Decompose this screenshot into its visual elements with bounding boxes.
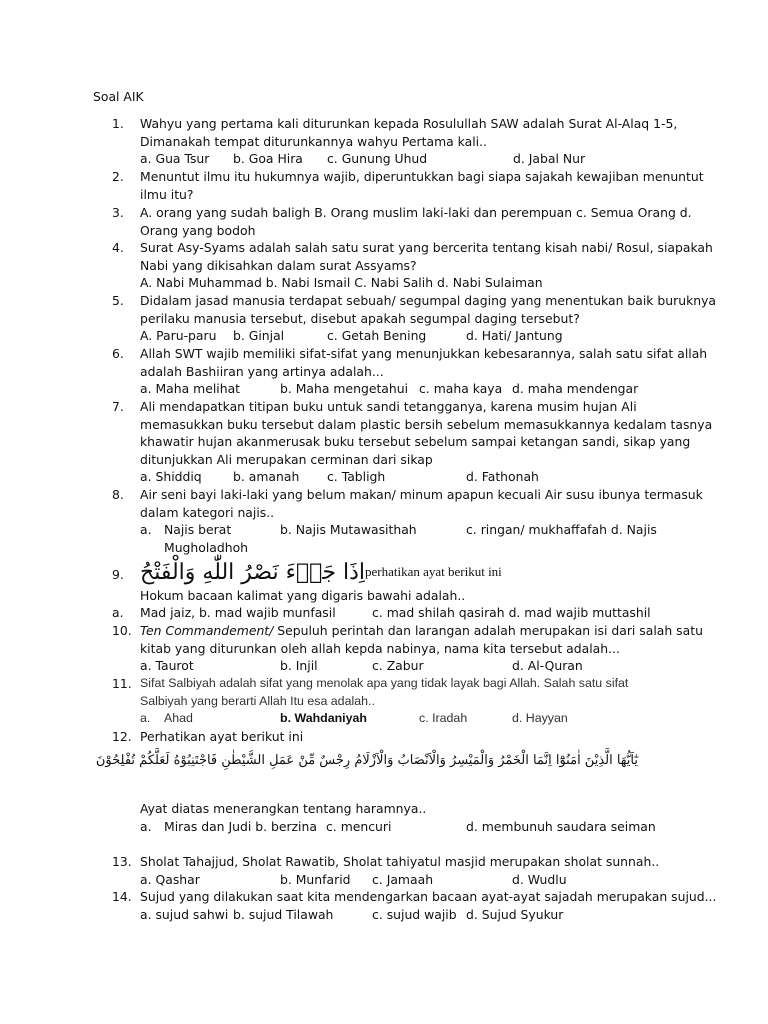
options-row <box>140 327 670 345</box>
option-d-continuation: Mugholadhoh <box>164 539 249 555</box>
option-a-marker: a. <box>140 711 151 726</box>
question-number: 7. <box>112 399 124 414</box>
option-b: b. Maha mengetahui <box>280 381 409 397</box>
option-c: c. mencuri <box>326 818 392 834</box>
question-text: Perhatikan ayat berikut ini <box>140 729 304 744</box>
option-a-marker: a. <box>140 818 152 834</box>
option-b: b. sujud Tilawah <box>233 906 334 922</box>
options-row <box>140 380 670 398</box>
option-a: a. Maha melihat <box>140 381 241 397</box>
option-c-d: c. ringan/ mukhaffafah d. Najis <box>466 522 657 538</box>
question-text: Ayat diatas menerangkan tentang haramnya.. <box>140 801 427 816</box>
question-number: 12. <box>112 729 132 744</box>
option-d: d. Wudlu <box>512 871 567 887</box>
option-c: c. Tabligh <box>327 469 386 485</box>
question-number: 6. <box>112 346 124 361</box>
question-number: 4. <box>112 240 124 255</box>
question-text: adalah Bashiiran yang artinya adalah... <box>140 363 384 379</box>
option-a-b: Miras dan Judi b. berzina <box>164 818 317 834</box>
options-row <box>140 150 670 168</box>
option-a-marker: a. <box>140 522 152 538</box>
option-d: d. membunuh saudara seiman <box>466 818 656 834</box>
option-marker: a. <box>112 605 124 620</box>
option-d: d. Jabal Nur <box>513 151 586 167</box>
option-c: c. Iradah <box>419 711 468 726</box>
question-text: Hokum bacaan kalimat yang digaris bawahi adalah.. <box>140 588 466 603</box>
options-row <box>140 604 670 622</box>
option-c-d: c. mad shilah qasirah d. mad wajib muttashil <box>372 605 651 620</box>
question-text: Air seni bayi laki-laki yang belum makan/ minum apapun kecuali Air susu ibunya termasuk <box>140 487 703 502</box>
options-row <box>140 521 670 539</box>
option-a: a. Qashar <box>140 871 200 887</box>
question-text: Salbiyah yang berarti Allah Itu esa adalah.. <box>140 693 375 708</box>
italic-term: Ten Commandement/ <box>140 623 274 638</box>
option-a: a. Taurot <box>140 658 194 674</box>
options-row <box>140 906 670 924</box>
option-c: c. Gunung Uhud <box>327 151 428 167</box>
question-number: 1. <box>112 116 124 131</box>
instruction-text: perhatikan ayat berikut ini <box>364 564 502 579</box>
option-b: b. Goa Hira <box>233 151 303 167</box>
option-b: b. Injil <box>280 658 318 674</box>
options-row <box>140 657 670 675</box>
options-row <box>140 871 670 889</box>
question-text: Surat Asy-Syams adalah salah satu surat yang bercerita tentang kisah nabi/ Rosul, siapakah <box>140 240 713 255</box>
option-c: c. Jamaah <box>372 871 434 887</box>
option-d: d. Fathonah <box>466 469 539 485</box>
options-row <box>140 468 670 486</box>
question-text: A. orang yang sudah baligh B. Orang muslim laki-laki dan perempuan c. Semua Orang d. <box>140 205 692 220</box>
option-b: b. Wahdaniyah <box>280 711 367 726</box>
option-a-b: Mad jaiz, b. mad wajib munfasil <box>140 605 336 620</box>
option-b: b. Munfarid <box>280 871 351 887</box>
option-d: d. Hayyan <box>512 711 568 726</box>
question-number: 10. <box>112 623 132 638</box>
options-row <box>140 818 670 836</box>
option-c: c. sujud wajib <box>372 906 457 922</box>
document-title: Soal AIK <box>93 89 144 104</box>
question-text: Ali mendapatkan titipan buku untuk sandi tetangganya, karena musim hujan Ali <box>140 399 637 414</box>
question-text: Menuntut ilmu itu hukumnya wajib, diperuntukkan bagi siapa sajakah kewajiban menuntut <box>140 169 704 184</box>
question-text: Didalam jasad manusia terdapat sebuah/ segumpal daging yang menentukan baik buruknya <box>140 293 717 308</box>
question-number: 9. <box>112 567 124 582</box>
question-text: Orang yang bodoh <box>140 222 256 238</box>
option-c: c. Zabur <box>372 658 424 674</box>
option-d: d. Hati/ Jantung <box>466 328 563 344</box>
question-text: Dimanakah tempat diturunkannya wahyu Pertama kali.. <box>140 133 487 149</box>
option-a: A. Paru-paru <box>140 328 217 344</box>
option-c: c. maha kaya <box>419 381 503 397</box>
arabic-verse: اِذَا جَاۤءَ نَصْرُ اللّٰهِ وَالْفَتْحُ <box>140 559 365 585</box>
question-text: Sujud yang dilakukan saat kita mendengarkan bacaan ayat-ayat sajadah merupakan sujud... <box>140 889 717 904</box>
question-number: 11. <box>112 676 132 691</box>
option-c: c. Getah Bening <box>327 328 427 344</box>
option-a: a. Shiddiq <box>140 469 202 485</box>
arabic-verse: يٰٓاَيُّهَا الَّذِيْنَ اٰمَنُوْٓا اِنَّمَا الْخَمْرُ وَالْمَيْسِرُ وَالْاَنْصَابُ وَالْاَزْلَامُ رِجْسٌ مِّنْ عَمَلِ الشَّيْطٰنِ فَاجْتَنِبُوْهُ لَعَلَّكُمْ تُفْلِحُوْنَ <box>95 753 638 768</box>
question-text: khawatir hujan akanmerusak buku tersebut sebelum sampai ketangan sandi, sikap yang <box>140 434 691 450</box>
question-text: Sepuluh perintah dan larangan adalah merupakan isi dari salah satu <box>273 623 703 638</box>
question-options: A. Nabi Muhammad b. Nabi Ismail C. Nabi Salih d. Nabi Sulaiman <box>140 275 543 291</box>
question-number: 2. <box>112 169 124 184</box>
option-a: a. Gua Tsur <box>140 151 210 167</box>
question-number: 8. <box>112 487 124 502</box>
option-b: b. amanah <box>233 469 300 485</box>
question-text: ditunjukkan Ali merupakan cerminan dari sikap <box>140 451 433 467</box>
question-text: Allah SWT wajib memiliki sifat-sifat yang menunjukkan kebesarannya, salah satu sifat allah <box>140 346 708 361</box>
question-number: 14. <box>112 889 132 904</box>
question-text: ilmu itu? <box>140 186 194 202</box>
option-b: b. Najis Mutawasithah <box>280 522 417 538</box>
option-d: d. Sujud Syukur <box>466 906 564 922</box>
options-row <box>140 710 670 728</box>
question-text: Sholat Tahajjud, Sholat Rawatib, Sholat tahiyatul masjid merupakan sholat sunnah.. <box>140 854 660 869</box>
question-text: Nabi yang dikisahkan dalam surat Assyams? <box>140 257 417 273</box>
option-a: Najis berat <box>164 522 232 538</box>
option-d: d. Al-Quran <box>512 658 583 674</box>
option-a: Ahad <box>164 711 193 726</box>
option-d: d. maha mendengar <box>512 381 639 397</box>
question-text: Wahyu yang pertama kali diturunkan kepada Rosulullah SAW adalah Surat Al-Alaq 1-5, <box>140 116 678 131</box>
question-text: dalam kategori najis.. <box>140 504 275 520</box>
question-text: kitab yang diturunkan oleh allah kepda nabinya, nama kita tersebut adalah... <box>140 640 620 656</box>
option-b: b. Ginjal <box>233 328 285 344</box>
question-text: memasukkan buku tersebut dalam plastic bersih sebelum memasukkannya kedalam tasnya <box>140 416 713 432</box>
option-a: a. sujud sahwi <box>140 906 229 922</box>
question-number: 13. <box>112 854 132 869</box>
question-number: 3. <box>112 205 124 220</box>
question-text: Sifat Salbiyah adalah sifat yang menolak apa yang tidak layak bagi Allah. Salah satu sifat <box>140 676 629 690</box>
question-text: perilaku manusia tersebut, disebut apakah segumpal daging tersebut? <box>140 310 580 326</box>
question-number: 5. <box>112 293 124 308</box>
